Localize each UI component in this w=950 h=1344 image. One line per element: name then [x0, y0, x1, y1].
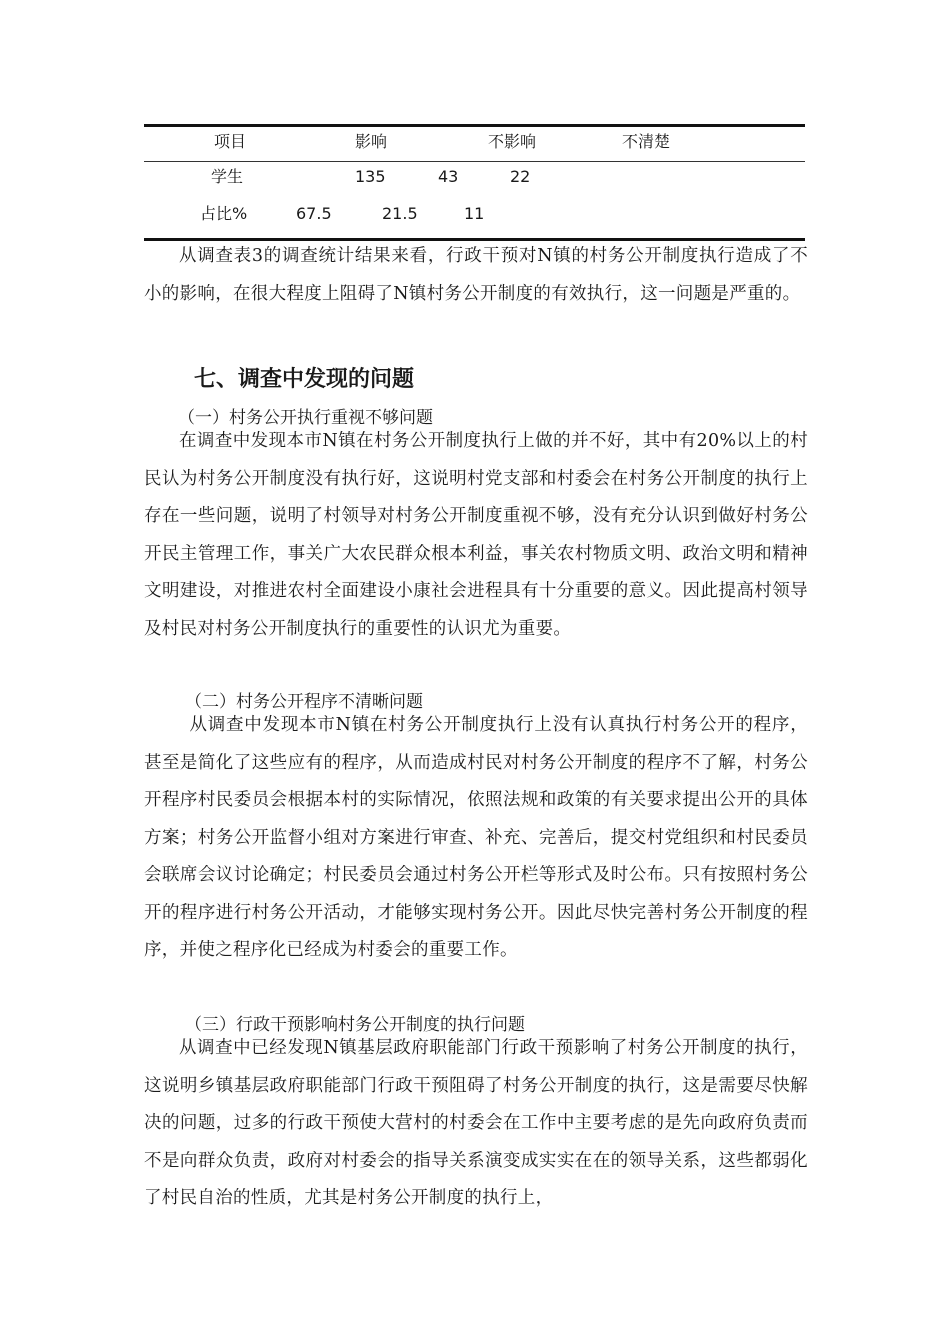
table-top-rule: [144, 124, 805, 127]
survey-table: [144, 124, 805, 242]
subsection-title-1: （一）村务公开执行重视不够问题: [178, 408, 433, 428]
table-row-label: 占比%: [200, 204, 248, 223]
table-cell: 67.5: [296, 204, 332, 223]
table-header-no-affect: 不影响: [488, 132, 537, 151]
subsection-body-1: 在调查中发现本市N镇在村务公开制度执行上做的并不好，其中有20%以上的村民认为村务公开制度没有执行好，这说明村党支部和村委会在村务公开制度的执行上存在一些问题，说明了村领导对村务公开制度重视不够，没有充分认识到做好村务公开民主管理工作，事关广大农民群众根本利益，事关农村物质文明、政治文明和精神文明建设，对推进农村全面建设小康社会进程具有十分重要的意义。因此提高村领导及村民对村务公开制度执行的重要性的认识尤为重要。: [144, 431, 808, 639]
table-cell: 43: [438, 167, 459, 186]
subsection-title-2: （二）村务公开程序不清晰问题: [185, 692, 423, 712]
table-cell: 21.5: [382, 204, 418, 223]
table-header-item: 项目: [214, 132, 247, 151]
table-row-label: 学生: [211, 167, 244, 186]
intro-paragraph: 从调查表3的调查统计结果来看，行政干预对N镇的村务公开制度执行造成了不小的影响，在很大程度上阻碍了N镇村务公开制度的有效执行，这一问题是严重的。: [144, 246, 808, 304]
table-header-unclear: 不清楚: [622, 132, 671, 151]
table-cell: 135: [355, 167, 386, 186]
subsection-body-2: 从调查中发现本市N镇在村务公开制度执行上没有认真执行村务公开的程序，甚至是简化了这些应有的程序，从而造成村民对村务公开制度的程序不了解，村务公开程序村民委员会根据本村的实际情况，依照法规和政策的有关要求提出公开的具体方案；村务公开监督小组对方案进行审查、补充、完善后，提交村党组织和村民委员会联席会议讨论确定；村民委员会通过村务公开栏等形式及时公布。只有按照村务公开的程序进行村务公开活动，才能够实现村务公开。因此尽快完善村务公开制度的程序，并使之程序化已经成为村委会的重要工作。: [144, 715, 808, 960]
table-cell: 11: [464, 204, 485, 223]
table-header-rule: [144, 161, 805, 162]
table-cell: 22: [510, 167, 531, 186]
subsection-title-3: （三）行政干预影响村务公开制度的执行问题: [185, 1015, 525, 1035]
subsection-body-3: 从调查中已经发现N镇基层政府职能部门行政干预影响了村务公开制度的执行，这说明乡镇基层政府职能部门行政干预阻碍了村务公开制度的执行，这是需要尽快解决的问题，过多的行政干预使大营村的村委会在工作中主要考虑的是先向政府负责而不是向群众负责，政府对村委会的指导关系演变成实实在在的领导关系，这些都弱化了村民自治的性质，尤其是村务公开制度的执行上，: [144, 1038, 808, 1208]
table-header-affect: 影响: [355, 132, 388, 151]
section-heading: 七、调查中发现的问题: [194, 367, 415, 392]
